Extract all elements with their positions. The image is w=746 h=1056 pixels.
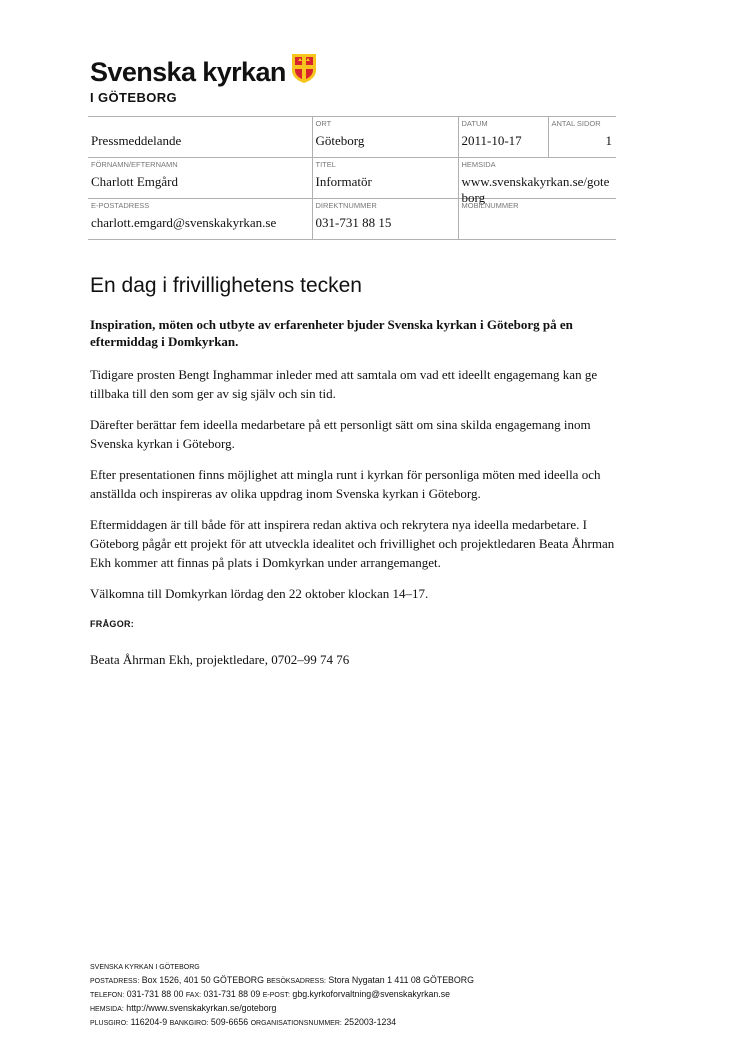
direktnummer-label: DIREKTNUMMER [315, 201, 377, 210]
article-title: En dag i frivillighetens tecken [90, 274, 362, 297]
article-paragraph: Efter presentationen finns möjlighet att mingla runt i kyrkan för personliga möten med ideella och anställda och inspireras av olika uppdrag inom Svenska kyrkan i Göteborg. [90, 467, 601, 501]
ort-label: ORT [315, 119, 332, 128]
titel-label: TITEL [315, 160, 336, 169]
footer-line-bank: PLUSGIRO: 116204-9 BANKGIRO: 509-6656 ORGANISATIONSNUMMER: 252003-1234 [90, 1017, 397, 1027]
footer [90, 961, 474, 1030]
hemsida-label: HEMSIDA [461, 160, 496, 169]
info-row [88, 117, 616, 158]
epost-label: E-POSTADRESS [91, 201, 150, 210]
footer-org: SVENSKA KYRKAN I GÖTEBORG [90, 964, 200, 971]
document-type: Pressmeddelande [91, 133, 182, 148]
logo [90, 52, 318, 105]
mobilnummer-value [462, 215, 617, 237]
questions-heading: FRÅGOR: [90, 619, 135, 629]
article-paragraph: Välkomna till Domkyrkan lördag den 22 oktober klockan 14–17. [90, 586, 429, 601]
footer-line-address: POSTADRESS: Box 1526, 401 50 GÖTEBORG BESÖKSADRESS: Stora Nygatan 1 411 08 GÖTEBORG [90, 975, 474, 985]
header-info-table [88, 116, 616, 240]
info-row [88, 199, 616, 240]
namn-label: FÖRNAMN/EFTERNAMN [91, 160, 178, 169]
crown-cross-icon [290, 52, 318, 92]
article-paragraph: Eftermiddagen är till både för att inspirera redan aktiva och rekrytera nya ideella medarbetare. I Göteborg pågår ett projekt för att utveckla idealitet och frivillighet och projektledaren Beata Åhrman Ekh kommer att finnas på plats i Domkyrkan under arrangemanget. [90, 517, 615, 570]
hemsida-value[interactable]: www.svenskakyrkan.se/goteborg [461, 174, 610, 205]
datum-label: DATUM [461, 119, 488, 128]
contact-line: Beata Åhrman Ekh, projektledare, 0702–99 74 76 [90, 652, 350, 667]
footer-line-contact: TELEFON: 031-731 88 00 FAX: 031-731 88 09 E-POST: gbg.kyrkoforvaltning@svenskakyrkan.se [90, 989, 450, 999]
direktnummer-value: 031-731 88 15 [315, 215, 392, 230]
article-paragraph: Tidigare prosten Bengt Inghammar inleder med att samtala om vad ett ideellt engagemang kan ge tillbaka till den som ger av sig själv och sin tid. [90, 367, 598, 401]
antal-sidor-label: ANTAL SIDOR [551, 119, 601, 128]
titel-value: Informatör [315, 174, 372, 189]
footer-line-web: HEMSIDA: http://www.svenskakyrkan.se/goteborg [90, 1003, 277, 1013]
logo-subtitle: I GÖTEBORG [90, 90, 178, 105]
datum-value: 2011-10-17 [461, 133, 522, 148]
footer-website[interactable]: http://www.svenskakyrkan.se/goteborg [126, 1003, 277, 1013]
info-row [88, 158, 616, 199]
footer-email[interactable]: gbg.kyrkoforvaltning@svenskakyrkan.se [292, 989, 450, 999]
article-body [90, 316, 620, 681]
mobilnummer-label: MOBILNUMMER [461, 201, 519, 210]
article-lead: Inspiration, möten och utbyte av erfarenheter bjuder Svenska kyrkan i Göteborg på en eftermiddag i Domkyrkan. [90, 317, 573, 349]
article-paragraph: Därefter berättar fem ideella medarbetare på ett personligt sätt om sina skilda engagemang inom Svenska kyrkan i Göteborg. [90, 417, 591, 451]
ort-value: Göteborg [315, 133, 365, 148]
antal-sidor-value: 1 [605, 133, 612, 148]
logo-name: Svenska kyrkan [90, 57, 286, 87]
epost-value[interactable]: charlott.emgard@svenskakyrkan.se [91, 215, 277, 230]
namn-value: Charlott Emgård [91, 174, 179, 189]
